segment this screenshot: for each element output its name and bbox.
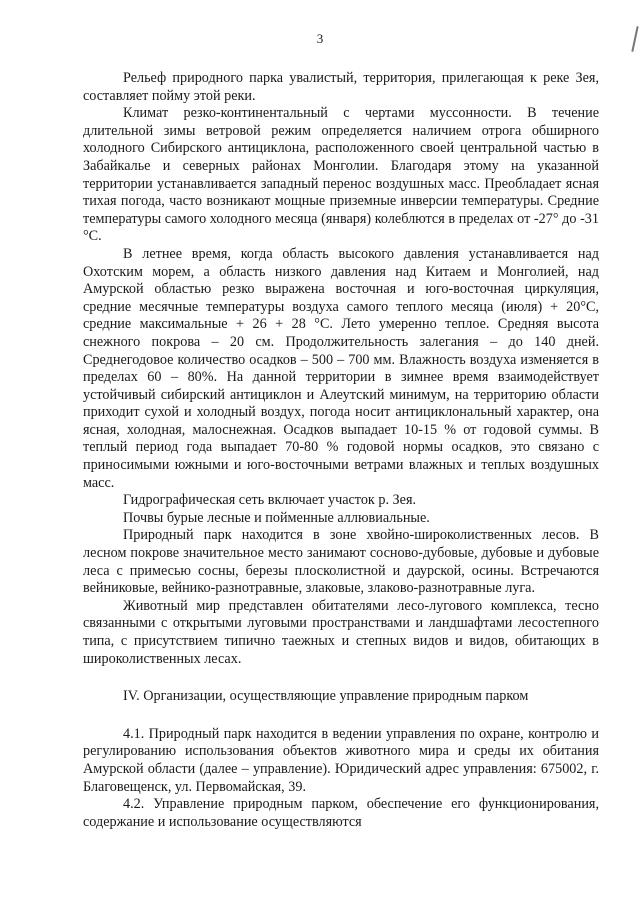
paragraph-summer: В летнее время, когда область высокого давления устанавливается над Охотским морем, а область низкого давления над Китаем и Монголией, над Амурской областью резко выражена восточная и юго-восточная циркуляция, средние месячные температуры воздуха самого теплого месяца (июля) + 20°С, средние максимальные + 26 + 28 °С. Лето умеренно теплое. Средняя высота снежного покрова – 20 см. Продолжительность залегания – до 140 дней. Среднегодовое количество осадков – 500 – 700 мм. Влажность воздуха изменяется в пределах 60 – 80%. На данной территории в зимнее время взаимодействует устойчивый сибирский антициклон и Алеутский минимум, на территорию области приходит сухой и холодный воздух, погода носит антициклональный характер, она ясная, холодная, малоснежная. Осадков выпадает 10-15 % от годовой суммы. В теплый период года выпадает 70-80 % годовой нормы осадков, это связано с приносимыми южными и юго-восточными ветрами влажных и теплых воздушных масс. [83,245,599,491]
paragraph-vegetation: Природный парк находится в зоне хвойно-широколиственных лесов. В лесном покрове значительное место занимают сосново-дубовые, дубовые и дубовые леса с примесью сосны, березы плосколистной и даурской, осины. Встречаются вейниковые, вейнико-разнотравные, злаковые, злаково-разнотравные луга. [83,527,599,597]
section-spacer [83,668,599,688]
document-body [83,70,599,831]
paragraph-climate: Климат резко-континентальный с чертами муссонности. В течение длительной зимы ветровой режим определяется наличием отрога обширного холодного Сибирского антициклона, расположенного своей центральной частью в Забайкалье и северных районах Монголии. Благодаря этому на указанной территории устанавливается западный перенос воздушных масс. Преобладает ясная тихая погода, часто возникают мощные приземные инверсии температуры. Средние температуры самого холодного месяца (января) колеблются в пределах от -27° до -31 °С. [83,105,599,245]
paragraph-fauna: Животный мир представлен обитателями лесо-лугового комплекса, тесно связанными с открытыми луговыми пространствами и ландшафтами лесостепного типа, с присутствием типично таежных и степных видов и видов, обитающих в широколиственных лесах. [83,597,599,667]
section-title: IV. Организации, осуществляющие управление природным парком [123,688,529,705]
paragraph-hydrography: Гидрографическая сеть включает участок р. Зея. [123,492,417,509]
page-number: 3 [316,31,324,46]
paragraph-soils: Почвы бурые лесные и пойменные аллювиальные. [123,509,430,526]
paragraph-4-1: 4.1. Природный парк находится в ведении управления по охране, контролю и регулированию использования объектов животного мира и среды их обитания Амурской области (далее – управление). Юридический адрес управления: 675002, г. Благовещенск, ул. Первомайская, 39. [83,725,599,795]
paragraph-4-2: 4.2. Управление природным парком, обеспечение его функционирования, содержание и использование осуществляются [83,796,599,830]
section-spacer-2 [83,706,599,726]
paragraph-relief: Рельеф природного парка увалистый, территория, прилегающая к реке Зея, составляет пойму этой реки. [83,70,599,104]
